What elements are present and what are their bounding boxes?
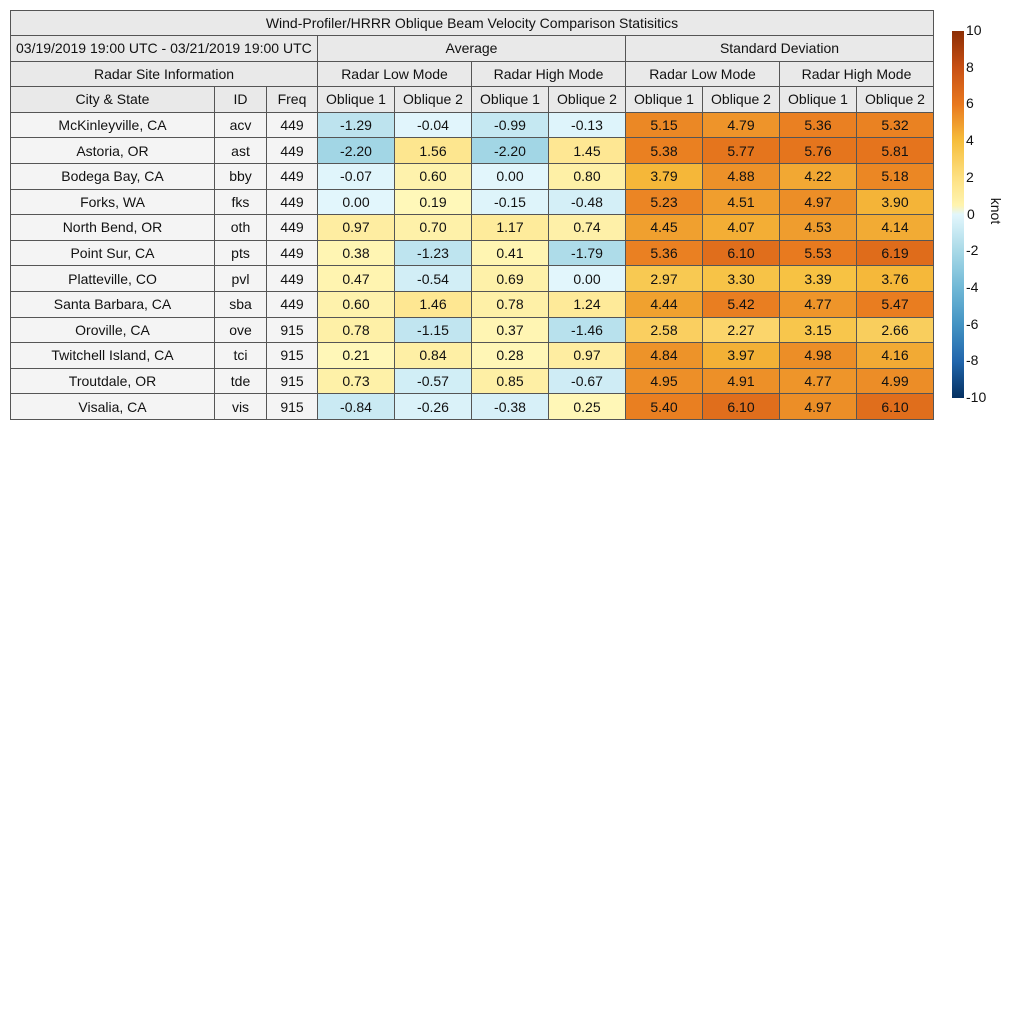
- average-value-cell: 1.46: [395, 291, 472, 317]
- average-value-cell: 1.24: [549, 291, 626, 317]
- site-city: Oroville, CA: [11, 317, 215, 343]
- table-row: [11, 368, 934, 394]
- site-freq: 449: [267, 138, 318, 164]
- stddev-value-cell: 4.53: [780, 215, 857, 241]
- site-city: Platteville, CO: [11, 266, 215, 292]
- stddev-value-cell: 6.10: [857, 394, 934, 420]
- site-city: Troutdale, OR: [11, 368, 215, 394]
- average-value-cell: -0.07: [318, 163, 395, 189]
- average-value-cell: 0.00: [318, 189, 395, 215]
- avg-high-mode-header: Radar High Mode: [472, 61, 626, 87]
- average-value-cell: 0.37: [472, 317, 549, 343]
- stddev-value-cell: 5.76: [780, 138, 857, 164]
- site-id: ast: [215, 138, 267, 164]
- average-value-cell: 0.80: [549, 163, 626, 189]
- stddev-value-cell: 2.58: [626, 317, 703, 343]
- stddev-value-cell: 4.84: [626, 343, 703, 369]
- average-value-cell: -2.20: [472, 138, 549, 164]
- average-value-cell: 0.73: [318, 368, 395, 394]
- avg-low-mode-header: Radar Low Mode: [318, 61, 472, 87]
- average-value-cell: -0.84: [318, 394, 395, 420]
- column-header: Oblique 1: [780, 87, 857, 113]
- statistics-table: [10, 10, 934, 420]
- stddev-value-cell: 3.76: [857, 266, 934, 292]
- colorbar-tick-label: -2: [966, 242, 979, 259]
- site-id: pts: [215, 240, 267, 266]
- stddev-value-cell: 5.38: [626, 138, 703, 164]
- average-value-cell: 0.00: [549, 266, 626, 292]
- colorbar-tick-label: -6: [966, 315, 979, 332]
- average-value-cell: -1.46: [549, 317, 626, 343]
- table-row: [11, 138, 934, 164]
- site-freq: 449: [267, 291, 318, 317]
- stddev-value-cell: 5.18: [857, 163, 934, 189]
- column-header: Oblique 1: [472, 87, 549, 113]
- stddev-value-cell: 4.07: [703, 215, 780, 241]
- site-city: Bodega Bay, CA: [11, 163, 215, 189]
- stddev-value-cell: 6.10: [703, 240, 780, 266]
- stddev-value-cell: 5.36: [780, 112, 857, 138]
- stddev-value-cell: 5.36: [626, 240, 703, 266]
- table-title: Wind-Profiler/HRRR Oblique Beam Velocity Comparison Statisitics: [11, 11, 934, 36]
- average-value-cell: -1.23: [395, 240, 472, 266]
- average-value-cell: 0.60: [318, 291, 395, 317]
- site-id: ove: [215, 317, 267, 343]
- stddev-value-cell: 4.22: [780, 163, 857, 189]
- site-freq: 915: [267, 394, 318, 420]
- site-freq: 449: [267, 189, 318, 215]
- average-value-cell: -0.48: [549, 189, 626, 215]
- table-row: [11, 291, 934, 317]
- average-value-cell: 1.56: [395, 138, 472, 164]
- average-value-cell: 0.69: [472, 266, 549, 292]
- stddev-value-cell: 4.79: [703, 112, 780, 138]
- table-row: [11, 343, 934, 369]
- site-city: Twitchell Island, CA: [11, 343, 215, 369]
- stddev-value-cell: 4.45: [626, 215, 703, 241]
- stddev-value-cell: 4.99: [857, 368, 934, 394]
- stddev-value-cell: 4.95: [626, 368, 703, 394]
- column-header: Oblique 1: [626, 87, 703, 113]
- colorbar-tick-label: 4: [966, 132, 974, 149]
- site-id: acv: [215, 112, 267, 138]
- colorbar-tick-label: -4: [966, 278, 979, 295]
- average-value-cell: 0.25: [549, 394, 626, 420]
- stddev-value-cell: 2.66: [857, 317, 934, 343]
- stddev-value-cell: 5.15: [626, 112, 703, 138]
- column-header: Oblique 2: [549, 87, 626, 113]
- average-value-cell: 0.85: [472, 368, 549, 394]
- stddev-value-cell: 3.15: [780, 317, 857, 343]
- stddev-value-cell: 6.10: [703, 394, 780, 420]
- site-id: vis: [215, 394, 267, 420]
- stddev-value-cell: 4.51: [703, 189, 780, 215]
- average-value-cell: -0.26: [395, 394, 472, 420]
- stddev-value-cell: 5.23: [626, 189, 703, 215]
- table-row: [11, 240, 934, 266]
- stddev-value-cell: 4.97: [780, 189, 857, 215]
- average-value-cell: 0.00: [472, 163, 549, 189]
- colorbar-tick-label: 8: [966, 58, 974, 75]
- site-city: Point Sur, CA: [11, 240, 215, 266]
- stddev-value-cell: 5.40: [626, 394, 703, 420]
- stddev-value-cell: 5.77: [703, 138, 780, 164]
- site-city: North Bend, OR: [11, 215, 215, 241]
- group-average-header: Average: [318, 36, 626, 62]
- site-id: tci: [215, 343, 267, 369]
- stddev-value-cell: 3.79: [626, 163, 703, 189]
- stddev-value-cell: 3.30: [703, 266, 780, 292]
- table-row: [11, 266, 934, 292]
- site-freq: 915: [267, 343, 318, 369]
- site-freq: 449: [267, 163, 318, 189]
- average-value-cell: -0.13: [549, 112, 626, 138]
- average-value-cell: 0.97: [549, 343, 626, 369]
- column-header: Freq: [267, 87, 318, 113]
- colorbar-unit-label: knot: [988, 197, 1005, 225]
- stddev-value-cell: 5.81: [857, 138, 934, 164]
- site-freq: 915: [267, 317, 318, 343]
- average-value-cell: 0.28: [472, 343, 549, 369]
- average-value-cell: 0.74: [549, 215, 626, 241]
- colorbar-tick-label: -8: [966, 352, 979, 369]
- colorbar-tick-label: 2: [966, 168, 974, 185]
- stddev-value-cell: 2.97: [626, 266, 703, 292]
- stddev-value-cell: 5.47: [857, 291, 934, 317]
- site-city: Forks, WA: [11, 189, 215, 215]
- site-freq: 449: [267, 240, 318, 266]
- stddev-value-cell: 4.14: [857, 215, 934, 241]
- stddev-value-cell: 5.42: [703, 291, 780, 317]
- site-info-header: Radar Site Information: [11, 61, 318, 87]
- column-header: Oblique 2: [857, 87, 934, 113]
- stddev-value-cell: 3.90: [857, 189, 934, 215]
- stddev-value-cell: 5.32: [857, 112, 934, 138]
- colorbar-tick-label: 6: [966, 95, 974, 112]
- average-value-cell: -0.15: [472, 189, 549, 215]
- site-city: McKinleyville, CA: [11, 112, 215, 138]
- average-value-cell: 0.97: [318, 215, 395, 241]
- stddev-value-cell: 4.77: [780, 291, 857, 317]
- average-value-cell: -1.79: [549, 240, 626, 266]
- group-stddev-header: Standard Deviation: [626, 36, 934, 62]
- column-header: Oblique 2: [395, 87, 472, 113]
- average-value-cell: 0.19: [395, 189, 472, 215]
- table-row: [11, 394, 934, 420]
- stddev-value-cell: 2.27: [703, 317, 780, 343]
- column-header: Oblique 2: [703, 87, 780, 113]
- stddev-value-cell: 4.97: [780, 394, 857, 420]
- site-freq: 449: [267, 112, 318, 138]
- table-row: [11, 112, 934, 138]
- site-city: Visalia, CA: [11, 394, 215, 420]
- table-row: [11, 215, 934, 241]
- average-value-cell: -0.57: [395, 368, 472, 394]
- table-row: [11, 317, 934, 343]
- site-freq: 915: [267, 368, 318, 394]
- average-value-cell: 0.47: [318, 266, 395, 292]
- column-header: ID: [215, 87, 267, 113]
- std-high-mode-header: Radar High Mode: [780, 61, 934, 87]
- stddev-value-cell: 4.98: [780, 343, 857, 369]
- colorbar-tick-label: 0: [967, 205, 975, 222]
- average-value-cell: -1.29: [318, 112, 395, 138]
- average-value-cell: 0.84: [395, 343, 472, 369]
- site-id: tde: [215, 368, 267, 394]
- colorbar-tick-label: -10: [966, 389, 987, 405]
- column-header: City & State: [11, 87, 215, 113]
- average-value-cell: -2.20: [318, 138, 395, 164]
- site-freq: 449: [267, 266, 318, 292]
- average-value-cell: -1.15: [395, 317, 472, 343]
- average-value-cell: 0.70: [395, 215, 472, 241]
- site-id: fks: [215, 189, 267, 215]
- stddev-value-cell: 3.97: [703, 343, 780, 369]
- stddev-value-cell: 4.91: [703, 368, 780, 394]
- colorbar-tick-label: 10: [966, 22, 982, 38]
- stddev-value-cell: 3.39: [780, 266, 857, 292]
- stddev-value-cell: 4.16: [857, 343, 934, 369]
- column-header: Oblique 1: [318, 87, 395, 113]
- average-value-cell: -0.67: [549, 368, 626, 394]
- average-value-cell: 0.38: [318, 240, 395, 266]
- average-value-cell: 0.41: [472, 240, 549, 266]
- stddev-value-cell: 4.77: [780, 368, 857, 394]
- stddev-value-cell: 4.44: [626, 291, 703, 317]
- std-low-mode-header: Radar Low Mode: [626, 61, 780, 87]
- table-row: [11, 163, 934, 189]
- colorbar: [952, 31, 964, 398]
- stddev-value-cell: 4.88: [703, 163, 780, 189]
- stddev-value-cell: 6.19: [857, 240, 934, 266]
- site-id: oth: [215, 215, 267, 241]
- average-value-cell: -0.99: [472, 112, 549, 138]
- site-id: bby: [215, 163, 267, 189]
- average-value-cell: -0.38: [472, 394, 549, 420]
- site-freq: 449: [267, 215, 318, 241]
- stddev-value-cell: 5.53: [780, 240, 857, 266]
- average-value-cell: 1.17: [472, 215, 549, 241]
- average-value-cell: 0.21: [318, 343, 395, 369]
- site-city: Santa Barbara, CA: [11, 291, 215, 317]
- average-value-cell: -0.04: [395, 112, 472, 138]
- table-row: [11, 189, 934, 215]
- average-value-cell: 0.78: [318, 317, 395, 343]
- time-period: 03/19/2019 19:00 UTC - 03/21/2019 19:00 UTC: [11, 36, 318, 62]
- average-value-cell: -0.54: [395, 266, 472, 292]
- average-value-cell: 0.60: [395, 163, 472, 189]
- site-city: Astoria, OR: [11, 138, 215, 164]
- average-value-cell: 1.45: [549, 138, 626, 164]
- average-value-cell: 0.78: [472, 291, 549, 317]
- site-id: pvl: [215, 266, 267, 292]
- site-id: sba: [215, 291, 267, 317]
